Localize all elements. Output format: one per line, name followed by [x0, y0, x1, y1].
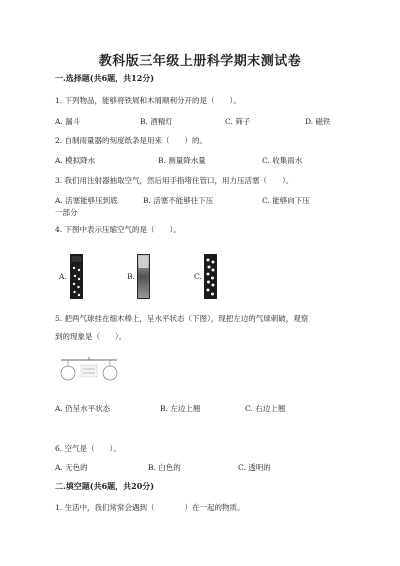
question-5-option-a: A. 仍呈水平状态	[55, 404, 111, 413]
fill-question-1-stem: 1. 生活中，我们常常会遇到（ ）在一起的物质。	[55, 503, 245, 512]
question-3-stem: 3. 我们用注射器抽取空气，然后用手指堵住管口，用力压活塞（ ）。	[55, 176, 294, 185]
syringe-b-figure	[137, 254, 151, 300]
question-5-option-b: B. 左边上翘	[160, 404, 201, 413]
section-fill-heading: 二.填空题(共6题，共20分)	[55, 481, 155, 491]
syringe-c-figure	[204, 254, 218, 300]
page-title: 教科版三年级上册科学期末测试卷	[98, 54, 302, 69]
question-1-option-a: A. 漏斗	[55, 117, 81, 126]
question-3-option-c: C. 能够向下压	[262, 196, 310, 205]
question-2-option-b: B. 测量降水量	[158, 156, 206, 165]
question-4-stem: 4. 下图中表示压缩空气的是（ ）。	[55, 225, 181, 234]
question-3-option-a: A. 活塞能够压到底	[55, 196, 118, 205]
question-2-option-a: A. 模拟降水	[55, 156, 96, 165]
question-4-option-a: A.	[59, 272, 67, 281]
question-1-stem: 1. 下列物品，能够将铁屑和木屑顺利分开的是（ ）。	[55, 96, 241, 105]
question-3-option-b: B. 活塞不能够往下压	[143, 196, 214, 205]
syringe-a-figure	[70, 254, 84, 300]
question-6-stem: 6. 空气是（ ）。	[55, 444, 121, 453]
question-4-option-b: B.	[127, 272, 135, 281]
question-3-option-wrap: 一部分	[55, 208, 78, 217]
question-6-option-a: A. 无色的	[55, 463, 88, 472]
question-2-option-c: C. 收集雨水	[262, 156, 303, 165]
question-5-stem-line1: 5. 把两气球挂在细木棒上，呈水平状态（下图），现把左边的气球刺破，观察	[55, 314, 309, 323]
question-6-option-c: C. 透明的	[238, 463, 271, 472]
section-choice-heading: 一.选择题(共6题，共12分)	[55, 73, 155, 83]
question-2-stem: 2. 自制雨量器的刻度纸条是用来（ ）的。	[55, 136, 208, 145]
question-4-option-c: C.	[194, 272, 202, 281]
question-1-option-d: D. 磁铁	[305, 117, 331, 126]
question-5-stem-line2: 到的现象是（ ）。	[55, 332, 127, 341]
question-1-option-b: B. 酒精灯	[140, 117, 173, 126]
question-6-option-b: B. 白色的	[148, 463, 181, 472]
question-5-option-c: C. 右边上翘	[245, 404, 286, 413]
balloon-balance-figure	[59, 357, 121, 387]
question-1-option-c: C. 筛子	[225, 117, 251, 126]
